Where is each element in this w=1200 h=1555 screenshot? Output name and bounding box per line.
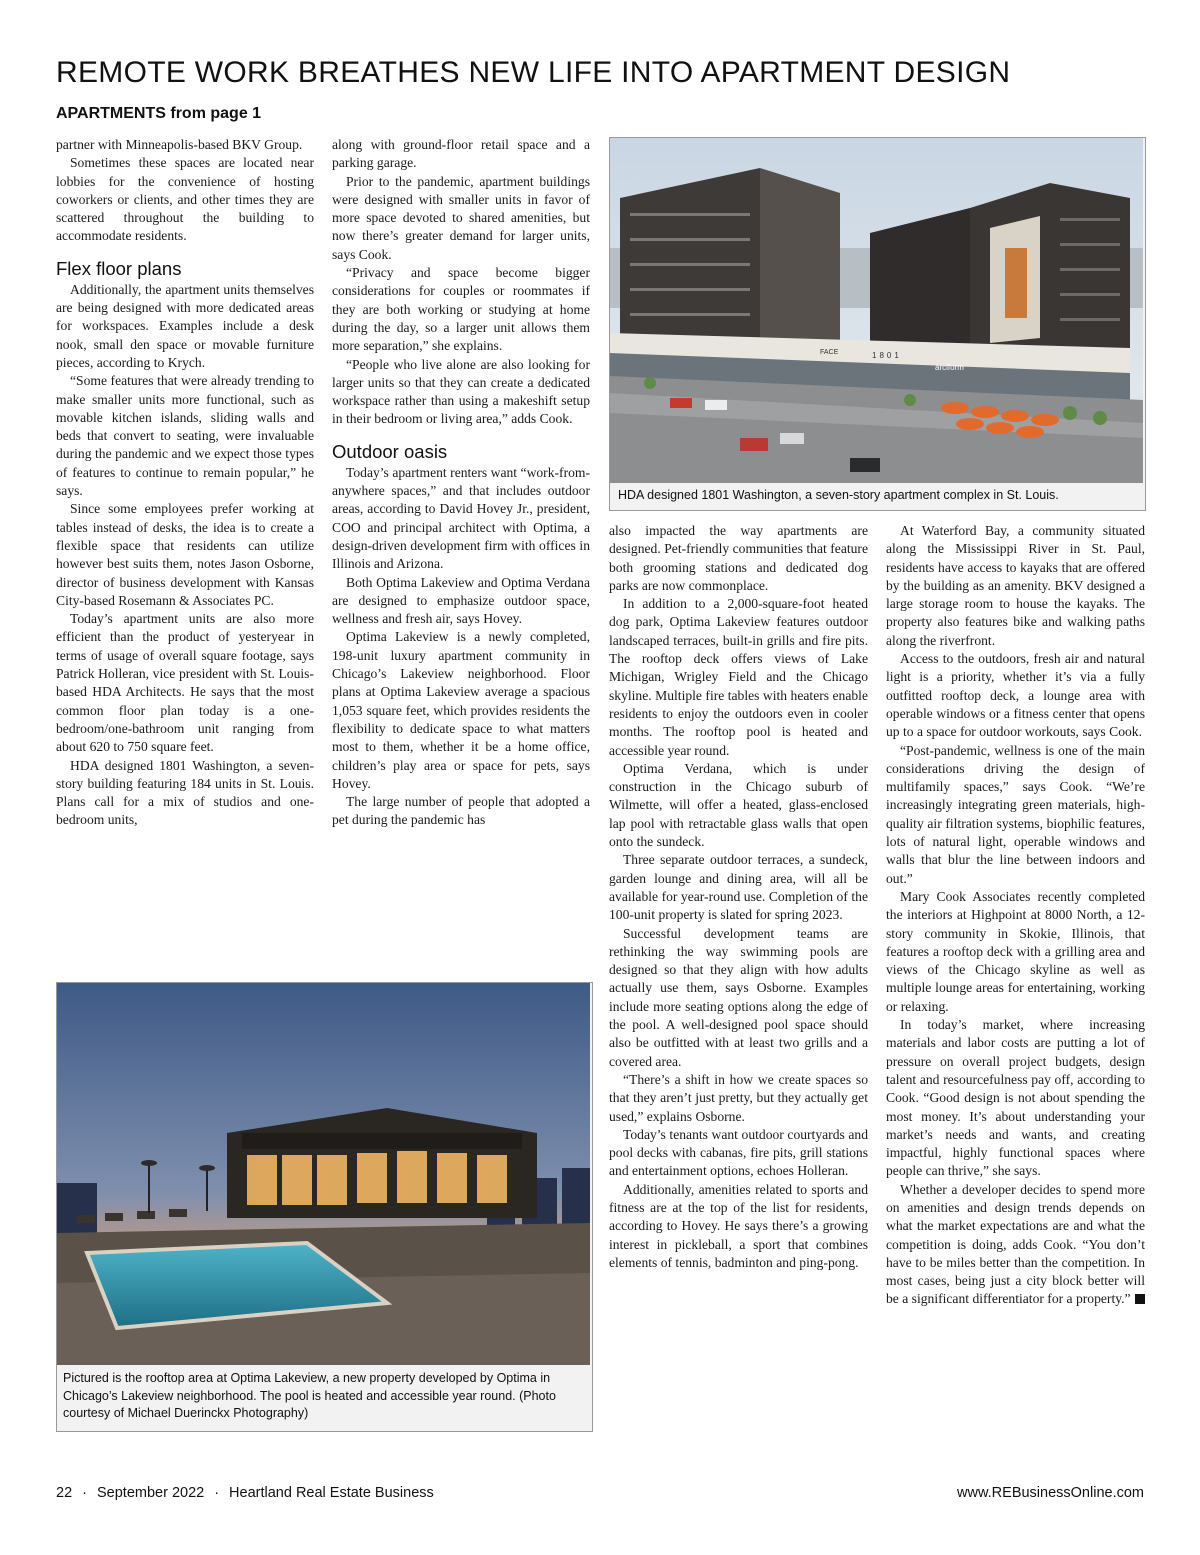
paragraph: Prior to the pandemic, apartment buildings were designed with smaller units in favor of more space devoted to shared amenities, but now there’s greater demand for larger units, says Cook. xyxy=(332,173,590,262)
separator-dot: · xyxy=(214,1485,220,1501)
paragraph: Additionally, the apartment units themselves are being designed with more dedicated areas for workspaces. Examples include a desk nook, small den space or movable furniture pieces, according to Krych. xyxy=(56,281,314,370)
paragraph xyxy=(886,1181,1145,1309)
paragraph: also impacted the way apartments are designed. Pet-friendly communities that feature both grooming stations and dedicated dog parks are now commonplace. xyxy=(609,523,868,593)
paragraph: Mary Cook Associates recently completed the interiors at Highpoint at 8000 North, a 12-story community in Skokie, Illinois, that features a rooftop deck with a grilling area and views of the Chicago skyline as well as multiple lounge areas for entertaining, working or relaxing. xyxy=(886,888,1145,1014)
article-column-2 xyxy=(332,136,590,830)
paragraph: In addition to a 2,000-square-foot heated dog park, Optima Lakeview features outdoor landscaped terraces, built-in grills and fire pits. The rooftop deck offers views of Lake Michigan, Wrigley Field and the Chicago skyline. Multiple fire tables with heaters enable residents to enjoy the outdoors even in cooler months. The rooftop pool is heated and accessible year round. xyxy=(609,596,868,758)
paragraph: “Privacy and space become bigger considerations for couples or roommates if they are both working or studying at home during the day, so a larger unit allows them more separation,” she explains. xyxy=(332,265,590,354)
headline: REMOTE WORK BREATHES NEW LIFE INTO APARTMENT DESIGN xyxy=(56,56,1011,89)
photo-caption: Pictured is the rooftop area at Optima Lakeview, a new property developed by Optima in Chicago’s Lakeview neighborhood. The pool is heated and accessible year round. (Photo courtesy of Michael Duerinckx Photography) xyxy=(63,1371,556,1420)
paragraph: Since some employees prefer working at tables instead of desks, the idea is to create a flexible space that residents can utilize however best suits them, notes Jason Osborne, director of business development with Kansas City-based Rosemann & Associates PC. xyxy=(56,501,314,608)
sign-1801: 1801 xyxy=(872,351,902,360)
rooftop-pool-image xyxy=(57,983,590,1365)
article-column-4 xyxy=(886,522,1145,1309)
paragraph: Today’s apartment units are also more efficient than the product of yesteryear in terms of usage of overall square footage, says Patrick Holleran, vice president with St. Louis-based HDA Architects. He says that the most common floor plan today is a one-bedroom/one-bathroom unit ranging from about 620 to 750 square feet. xyxy=(56,611,314,755)
final-paragraph-text: Whether a developer decides to spend more on amenities and design trends depends on what the market expectations are and what the competition is doing, adds Cook. “You don’t have to be miles better than the competition. In most cases, being just a city block better will be a significant differentiator for a property.” xyxy=(886,1181,1145,1307)
paragraph: partner with Minneapolis-based BKV Group. xyxy=(56,137,303,152)
end-of-article-icon xyxy=(1135,1294,1145,1304)
paragraph: In today’s market, where increasing materials and labor costs are putting a lot of pressure on overall project budgets, design talent and resourcefulness pay off, according to Cook. “Good design is not about spending the most money. It’s about understanding your market’s needs and wants, and creating impactful, highly functional spaces where people can thrive,” she says. xyxy=(886,1017,1145,1179)
paragraph: Optima Verdana, which is under construction in the Chicago suburb of Wilmette, will offer a heated, glass-enclosed lap pool with retractable glass walls that open onto the sundeck. xyxy=(609,760,868,850)
building-rendering-image xyxy=(610,138,1143,483)
photo-optima-lakeview-rooftop xyxy=(56,982,593,1432)
paragraph: Optima Lakeview is a newly completed, 198-unit luxury apartment community in Chicago’s Lakeview neighborhood. Floor plans at Optima Lakeview average a spacious 1,053 square feet, which provides residents the flexibility to dedicate space to what matters most to them, whether it be a home office, children’s play area or space for pets, says Hovey. xyxy=(332,629,590,791)
subhead-outdoor-oasis: Outdoor oasis xyxy=(332,440,448,462)
paragraph: “Some features that were already trending to make smaller units more functional, such as movable kitchen islands, sliding walls and beds that convert to seating, were invaluable during the pandemic and we expect those types of features to continue to remain popular,” he says. xyxy=(56,373,314,499)
paragraph: Three separate outdoor terraces, a sundeck, garden lounge and dining area, will all be available for year-round use. Completion of the 100-unit property is slated for spring 2023. xyxy=(609,852,868,923)
paragraph: HDA designed 1801 Washington, a seven-story building featuring 184 units in St. Louis. Plans call for a mix of studios and one-bedroom units, xyxy=(56,757,314,828)
paragraph: Sometimes these spaces are located near lobbies for the convenience of hosting coworkers or clients, and other times they are scattered throughout the building to accommodate residents. xyxy=(56,155,314,244)
photo-1801-washington xyxy=(609,137,1146,511)
sign-arciform: arciform xyxy=(935,363,964,372)
sign-face: FACE xyxy=(820,349,839,356)
page-number: 22 xyxy=(56,1485,73,1501)
paragraph: Today’s tenants want outdoor courtyards and pool decks with cabanas, fire pits, grill stations and entertainment options, echoes Holleran. xyxy=(609,1126,868,1179)
subhead-flex-floor-plans: Flex floor plans xyxy=(56,257,182,279)
paragraph: Successful development teams are rethinking the way swimming pools are designed so that they align with how adults actually use them, says Osborne. Examples include more seating options along the edge of the pool. A well-designed pool space should also be outfitted with at least two grills and a covered area. xyxy=(609,925,868,1069)
paragraph: “Post-pandemic, wellness is one of the main considerations driving the design of multifamily spaces,” says Cook. “We’re increasingly integrating green materials, high-quality air filtration systems, biophilic features, lots of natural light, operable windows and walls that blur the line between indoors and out.” xyxy=(886,742,1145,886)
article-column-1 xyxy=(56,136,314,830)
page-footer xyxy=(56,1485,434,1501)
paragraph: At Waterford Bay, a community situated along the Mississippi River in St. Paul, residents have access to kayaks that are offered by the building as an amenity. BKV designed a large storage room to house the kayaks. The property also features bike and walking paths along the riverfront. xyxy=(886,523,1145,648)
issue-date: September 2022 xyxy=(96,1485,205,1501)
separator-dot: · xyxy=(82,1485,87,1501)
paragraph: Both Optima Lakeview and Optima Verdana are designed to emphasize outdoor space, wellness and fresh air, says Hovey. xyxy=(332,574,590,627)
paragraph: “People who live alone are also looking for larger units so that they can create a dedicated workspace rather than using a makeshift setup in their bedroom or living area,” adds Cook. xyxy=(332,356,590,427)
article-column-3 xyxy=(609,522,868,1272)
paragraph: Access to the outdoors, fresh air and natural light is a priority, whether it’s via a fully outfitted rooftop deck, a lounge area with operable windows or a fitness center that opens up to a space for outdoor workouts, says Cook. xyxy=(886,651,1145,740)
website-link[interactable]: www.REBusinessOnline.com xyxy=(957,1485,1144,1501)
paragraph: Today’s apartment renters want “work-from-anywhere spaces,” and that includes outdoor areas, according to David Hovey Jr., president, COO and principal architect with Optima, a design-driven development firm with offices in Illinois and Arizona. xyxy=(332,464,590,572)
publication-name: Heartland Real Estate Business xyxy=(229,1485,434,1501)
jump-line: APARTMENTS from page 1 xyxy=(56,105,262,122)
paragraph: The large number of people that adopted a pet during the pandemic has xyxy=(332,794,590,828)
paragraph: Additionally, amenities related to sports and fitness are at the top of the list for residents, according to Hovey. He says there’s a growing interest in pickleball, a sport that combines elements of tennis, badminton and ping-pong. xyxy=(609,1181,868,1270)
paragraph: “There’s a shift in how we create spaces so that they aren’t just pretty, but they actually get used,” explains Osborne. xyxy=(609,1071,868,1124)
paragraph: along with ground-floor retail space and a parking garage. xyxy=(332,137,590,171)
photo-caption: HDA designed 1801 Washington, a seven-story apartment complex in St. Louis. xyxy=(618,488,1059,502)
